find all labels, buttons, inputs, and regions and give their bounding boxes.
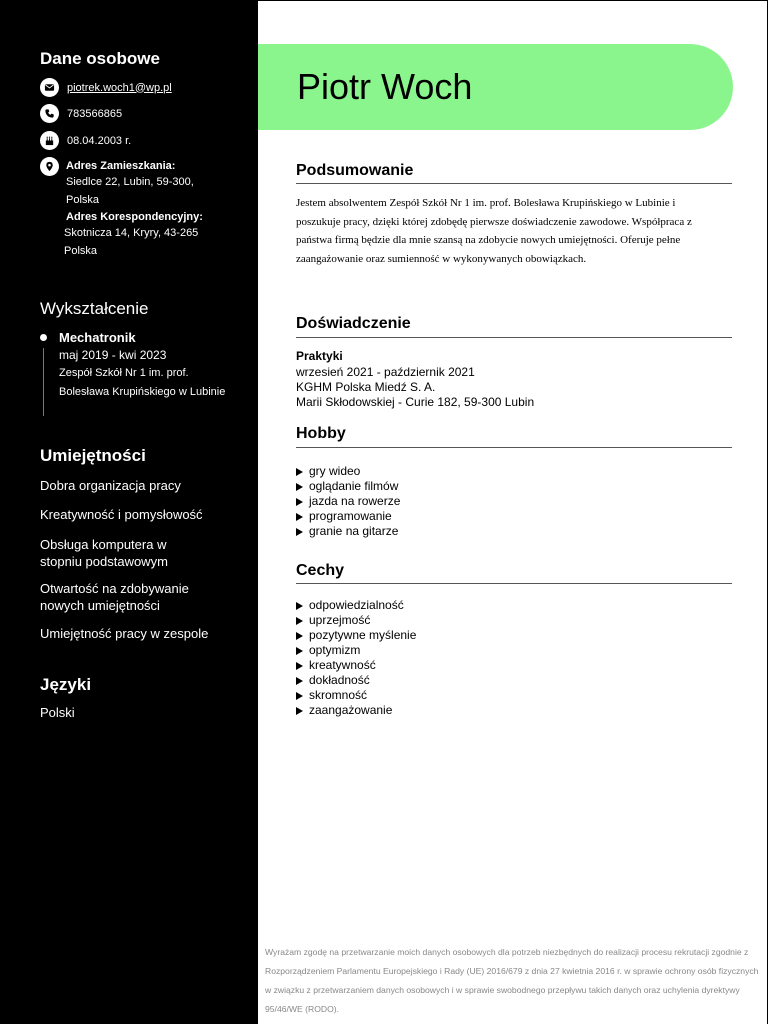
email-icon: [40, 78, 59, 97]
list-item: skromność: [296, 688, 416, 703]
list-item: oglądanie filmów: [296, 479, 400, 494]
skills-heading: Umiejętności: [40, 446, 146, 465]
arrow-bullet-icon: [296, 513, 303, 521]
page-border: [258, 0, 768, 1]
skill-item: Obsługa komputera w stopniu podstawowym: [40, 537, 168, 569]
section-divider: [296, 183, 732, 184]
experience-dates: wrzesień 2021 - październik 2021: [296, 365, 475, 379]
languages-heading: Języki: [40, 675, 92, 694]
education-heading: Wykształcenie: [40, 299, 149, 318]
list-item: programowanie: [296, 509, 400, 524]
arrow-bullet-icon: [296, 602, 303, 610]
correspondence-label: Adres Korespondencyjny:: [66, 211, 203, 223]
email-link[interactable]: piotrek.woch1@wp.pl: [67, 81, 172, 94]
section-divider: [296, 583, 732, 584]
skill-item: Kreatywność i pomysłowość: [40, 507, 203, 522]
summary-heading: Podsumowanie: [296, 162, 414, 179]
list-item: jazda na rowerze: [296, 494, 400, 509]
skill-item: Dobra organizacja pracy: [40, 478, 181, 493]
list-item: optymizm: [296, 643, 416, 658]
list-item: granie na gitarze: [296, 524, 400, 539]
timeline-line: [43, 348, 44, 416]
hobby-heading: Hobby: [296, 425, 346, 442]
education-school: Zespół Szkół Nr 1 im. prof. Bolesława Krupińskiego w Lubinie: [59, 367, 226, 398]
arrow-bullet-icon: [296, 498, 303, 506]
timeline-dot: [40, 334, 47, 341]
sidebar: [0, 0, 258, 1024]
list-item: dokładność: [296, 673, 416, 688]
list-item: pozytywne myślenie: [296, 628, 416, 643]
phone-icon: [40, 104, 59, 123]
arrow-bullet-icon: [296, 677, 303, 685]
cake-icon: [40, 131, 59, 150]
address-label: Adres Zamieszkania:: [66, 160, 176, 172]
list-item: uprzejmość: [296, 613, 416, 628]
arrow-bullet-icon: [296, 647, 303, 655]
birthdate-row: [40, 131, 131, 150]
traits-heading: Cechy: [296, 562, 345, 579]
arrow-bullet-icon: [296, 617, 303, 625]
traits-list: [296, 598, 416, 718]
section-divider: [296, 337, 732, 338]
skill-item: Otwartość na zdobywanie nowych umiejętności: [40, 581, 189, 613]
list-item: zaangażowanie: [296, 703, 416, 718]
arrow-bullet-icon: [296, 632, 303, 640]
correspondence-line: Polska: [64, 245, 98, 257]
education-title: Mechatronik: [59, 330, 136, 345]
arrow-bullet-icon: [296, 468, 303, 476]
experience-company: KGHM Polska Miedź S. A.: [296, 380, 436, 394]
list-item: odpowiedzialność: [296, 598, 416, 613]
arrow-bullet-icon: [296, 483, 303, 491]
personal-heading: Dane osobowe: [40, 49, 160, 68]
experience-address: Marii Skłodowskiej - Curie 182, 59-300 Lubin: [296, 395, 535, 409]
skill-item: Umiejętność pracy w zespole: [40, 626, 209, 641]
location-icon: [40, 157, 59, 176]
phone-number: 783566865: [67, 107, 123, 120]
arrow-bullet-icon: [296, 662, 303, 670]
arrow-bullet-icon: [296, 707, 303, 715]
birthdate: 08.04.2003 r.: [67, 134, 132, 147]
language-item: Polski: [40, 705, 75, 720]
hobby-list: [296, 464, 400, 539]
candidate-name: Piotr Woch: [297, 66, 473, 107]
phone-row: [40, 104, 122, 123]
address-line: Siedlce 22, Lubin, 59-300,: [66, 176, 194, 188]
education-date: maj 2019 - kwi 2023: [59, 348, 167, 362]
section-divider: [296, 447, 732, 448]
arrow-bullet-icon: [296, 692, 303, 700]
correspondence-line: Skotnicza 14, Kryry, 43-265: [64, 227, 199, 239]
experience-heading: Doświadczenie: [296, 315, 411, 332]
list-item: kreatywność: [296, 658, 416, 673]
email-row: [40, 78, 172, 97]
summary-text: Jestem absolwentem Zespół Szkół Nr 1 im. prof. Bolesława Krupińskiego w Lubinie i poszukuje pracy, dzięki której zdobędę pierwsze doświadczenie zawodowe. Współpraca z państwa firmą będzie dla mnie szansą na zdobycie nowych umiejętności. Oferuje pełne zaangażowanie oraz sumienność w wykonywanych obowiązkach.: [296, 197, 692, 265]
gdpr-consent-clause: Wyrażam zgodę na przetwarzanie moich danych osobowych dla potrzeb niezbędnych do realizacji procesu rekrutacji zgodnie z Rozporządzeniem Parlamentu Europejskiego i Rady (UE) 2016/679 z dnia 27 kwietnia 2016 r. w sprawie ochrony osób fizycznych w związku z przetwarzaniem danych osobowych i w sprawie swobodnego przepływu takich danych oraz uchylenia dyrektywy 95/46/WE (RODO).: [265, 947, 759, 1014]
address-line: Polska: [66, 194, 100, 206]
experience-role: Praktyki: [296, 349, 343, 363]
arrow-bullet-icon: [296, 528, 303, 536]
list-item: gry wideo: [296, 464, 400, 479]
